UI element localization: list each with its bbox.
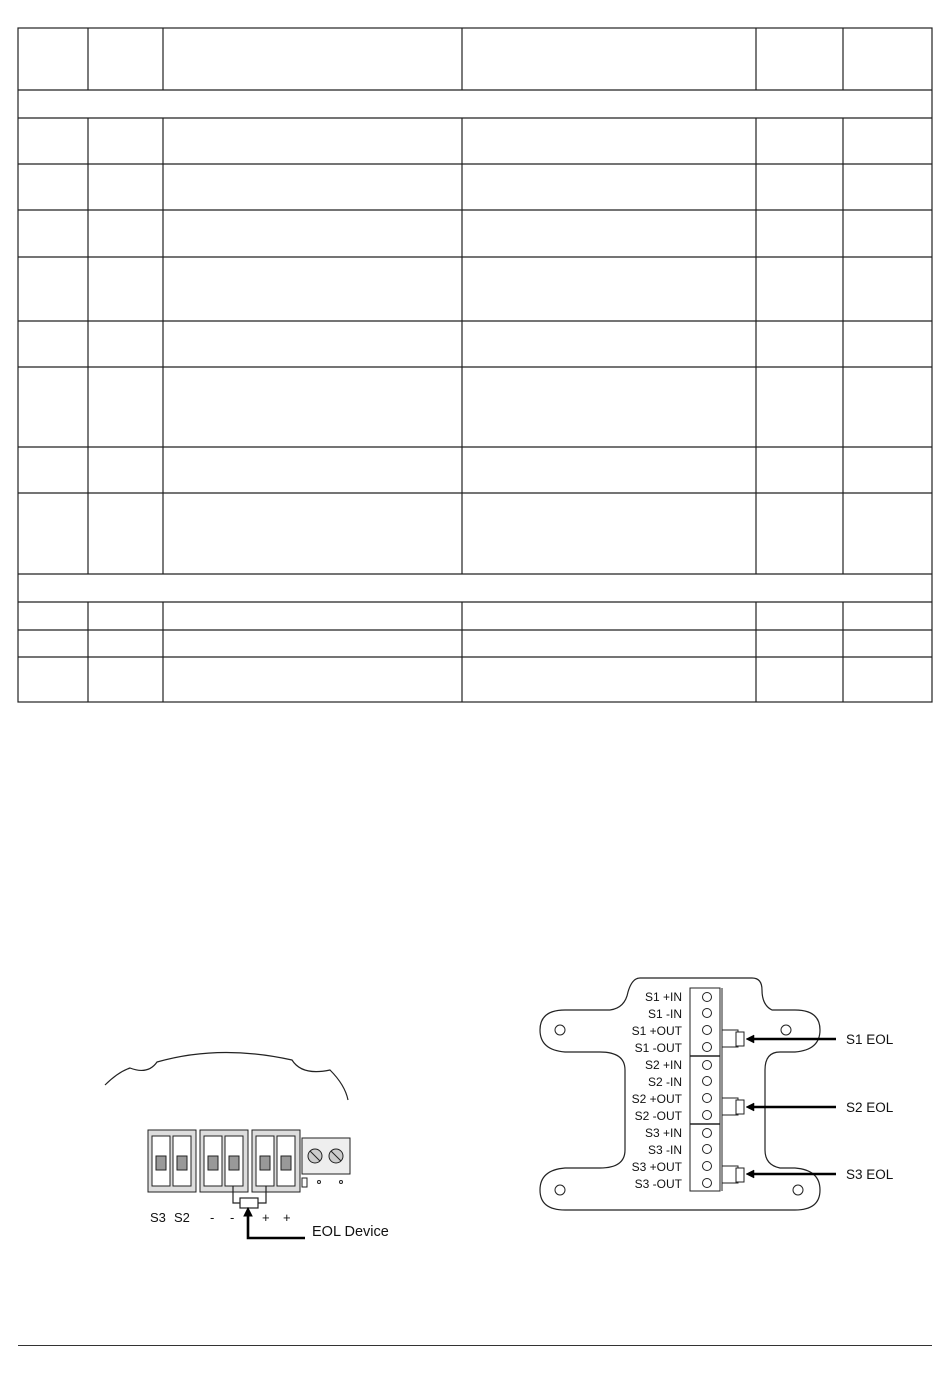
terminal-label-plus-2: + <box>283 1210 291 1225</box>
terminal-strip <box>690 988 722 1191</box>
terminal-label: S3 -OUT <box>634 1177 682 1191</box>
terminal-label-minus-1: - <box>210 1210 215 1225</box>
s2-eol-label: S2 EOL <box>846 1100 894 1115</box>
s1-eol-label: S1 EOL <box>846 1032 894 1047</box>
terminal-labels <box>632 990 683 1191</box>
terminal-label: S1 -IN <box>647 1007 682 1021</box>
terminal-label: S1 +OUT <box>631 1024 682 1038</box>
footer-rule <box>18 1345 932 1346</box>
terminal-label: S2 +OUT <box>631 1092 682 1106</box>
terminal-label-s2: S2 <box>174 1210 190 1225</box>
terminal-label: S1 +IN <box>644 990 682 1004</box>
eol-device-label: EOL Device <box>312 1224 389 1240</box>
terminal-label: S3 -IN <box>647 1143 682 1157</box>
terminal-label: S1 -OUT <box>634 1041 682 1055</box>
mounting-hole-top-left <box>555 1025 565 1035</box>
terminal-label: S3 +IN <box>644 1126 682 1140</box>
terminal-label-plus-1: + <box>262 1210 270 1225</box>
s3-eol-label: S3 EOL <box>846 1167 894 1182</box>
mounting-hole-bottom-right <box>793 1185 803 1195</box>
terminal-label: S3 +OUT <box>631 1160 682 1174</box>
terminal-label-minus-2: - <box>230 1210 235 1225</box>
mounting-hole-bottom-left <box>555 1185 565 1195</box>
mounting-hole-top-right <box>781 1025 791 1035</box>
terminal-label: S2 +IN <box>644 1058 682 1072</box>
terminal-label-s3: S3 <box>150 1210 166 1225</box>
eol-arrows <box>746 1035 836 1178</box>
terminal-label: S2 -OUT <box>634 1109 682 1123</box>
terminal-label: S2 -IN <box>647 1075 682 1089</box>
eol-resistors <box>722 1030 744 1183</box>
